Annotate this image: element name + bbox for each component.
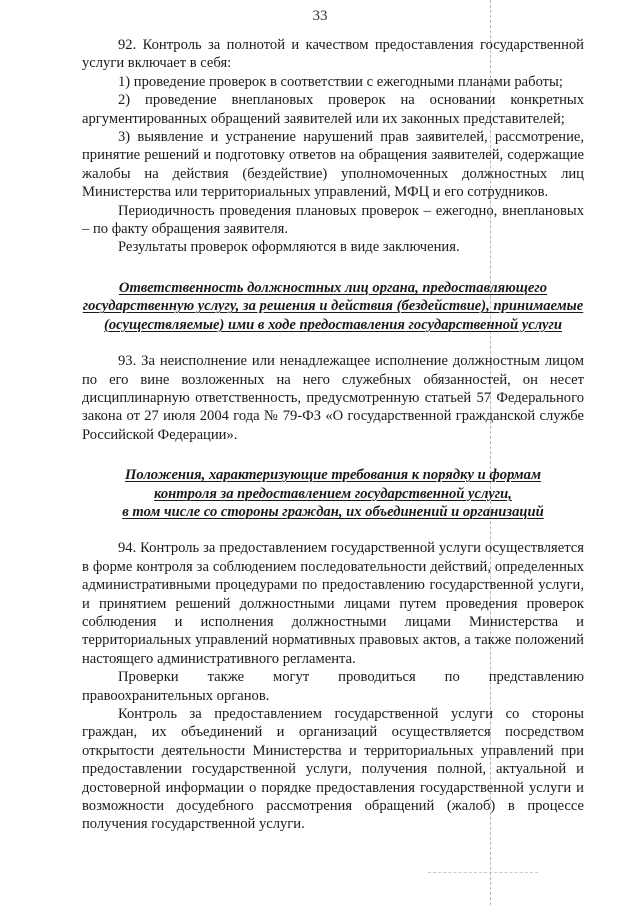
section-title-line: государственную услугу, за решения и действия (бездействие), принимаемые xyxy=(82,298,584,315)
page-number: 33 xyxy=(312,8,328,24)
item-93-text: 93. За неисполнение или ненадлежащее исполнение должностным лицом по его вине возложенных на него служебных обязанностей, он несет дисциплинарную ответственность, предусмотренную статьей 57 Федерального закона от 27 июля 2004 года № 79-ФЗ «О государственной гражданской службе Российской Федерации». xyxy=(82,353,584,443)
item-92-list-3: 3) выявление и устранение нарушений прав заявителей, рассмотрение, принятие решений и подготовку ответов на обращения заявителей, содержащие жалобы на действия (бездействие) уполномоченных должностных лиц Министерства или территориальных управлений, МФЦ и его сотрудников. xyxy=(82,129,584,201)
scan-artifact-rule xyxy=(428,872,538,873)
item-94-citizens: Контроль за предоставлением государственной услуги со стороны граждан, их объединений и организаций осуществляется посредством открытости деятельности Министерства и территориальных управлений при предоставлении государственной услуги, получения полной, актуальной и достоверной информации о порядке предоставления государственной услуги и возможности досудебного рассмотрения обращений (жалоб) в процессе получения государственной услуги. xyxy=(82,706,584,833)
section-title-line: в том числе со стороны граждан, их объединений и организаций xyxy=(122,503,544,520)
item-94-text: 94. Контроль за предоставлением государственной услуги осуществляется в форме контроля за соблюдением последовательности действий, определенных административными процедурами по предоставлению государственной услуги, и принятием решений должностными лицами путем проведения проверок соблюдения и исполнения должностными лицами Министерства и территориальных управлений нормативных правовых актов, а также положений настоящего административного регламента. xyxy=(82,540,584,667)
item-92-list-2: 2) проведение внеплановых проверок на основании конкретных аргументированных обращений заявителей или их законных представителей; xyxy=(82,92,584,127)
item-94-checks: Проверки также могут проводиться по представлению правоохранительных органов. xyxy=(82,669,584,704)
section-title-line: Положения, характеризующие требования к порядку и формам xyxy=(125,467,541,484)
item-92-intro: 92. Контроль за полнотой и качеством предоставления государственной услуги включает в себя: xyxy=(82,37,584,72)
item-92-periodicity: Периодичность проведения плановых проверок – ежегодно, внеплановых – по факту обращения заявителя. xyxy=(82,202,584,238)
section-title-line: (осуществляемые) ими в ходе предоставления государственной услуги xyxy=(103,316,563,333)
section-title-control-provisions xyxy=(82,466,584,521)
section-title-line: контроля за предоставлением государственной услуги, xyxy=(154,485,512,502)
document-body xyxy=(82,36,584,834)
item-92-list-1: 1) проведение проверок в соответствии с ежегодными планами работы; xyxy=(118,73,563,90)
section-title-line: Ответственность должностных лиц органа, предоставляющего xyxy=(118,279,548,296)
item-92-results: Результаты проверок оформляются в виде заключения. xyxy=(118,239,460,256)
section-title-responsibility xyxy=(82,279,584,334)
